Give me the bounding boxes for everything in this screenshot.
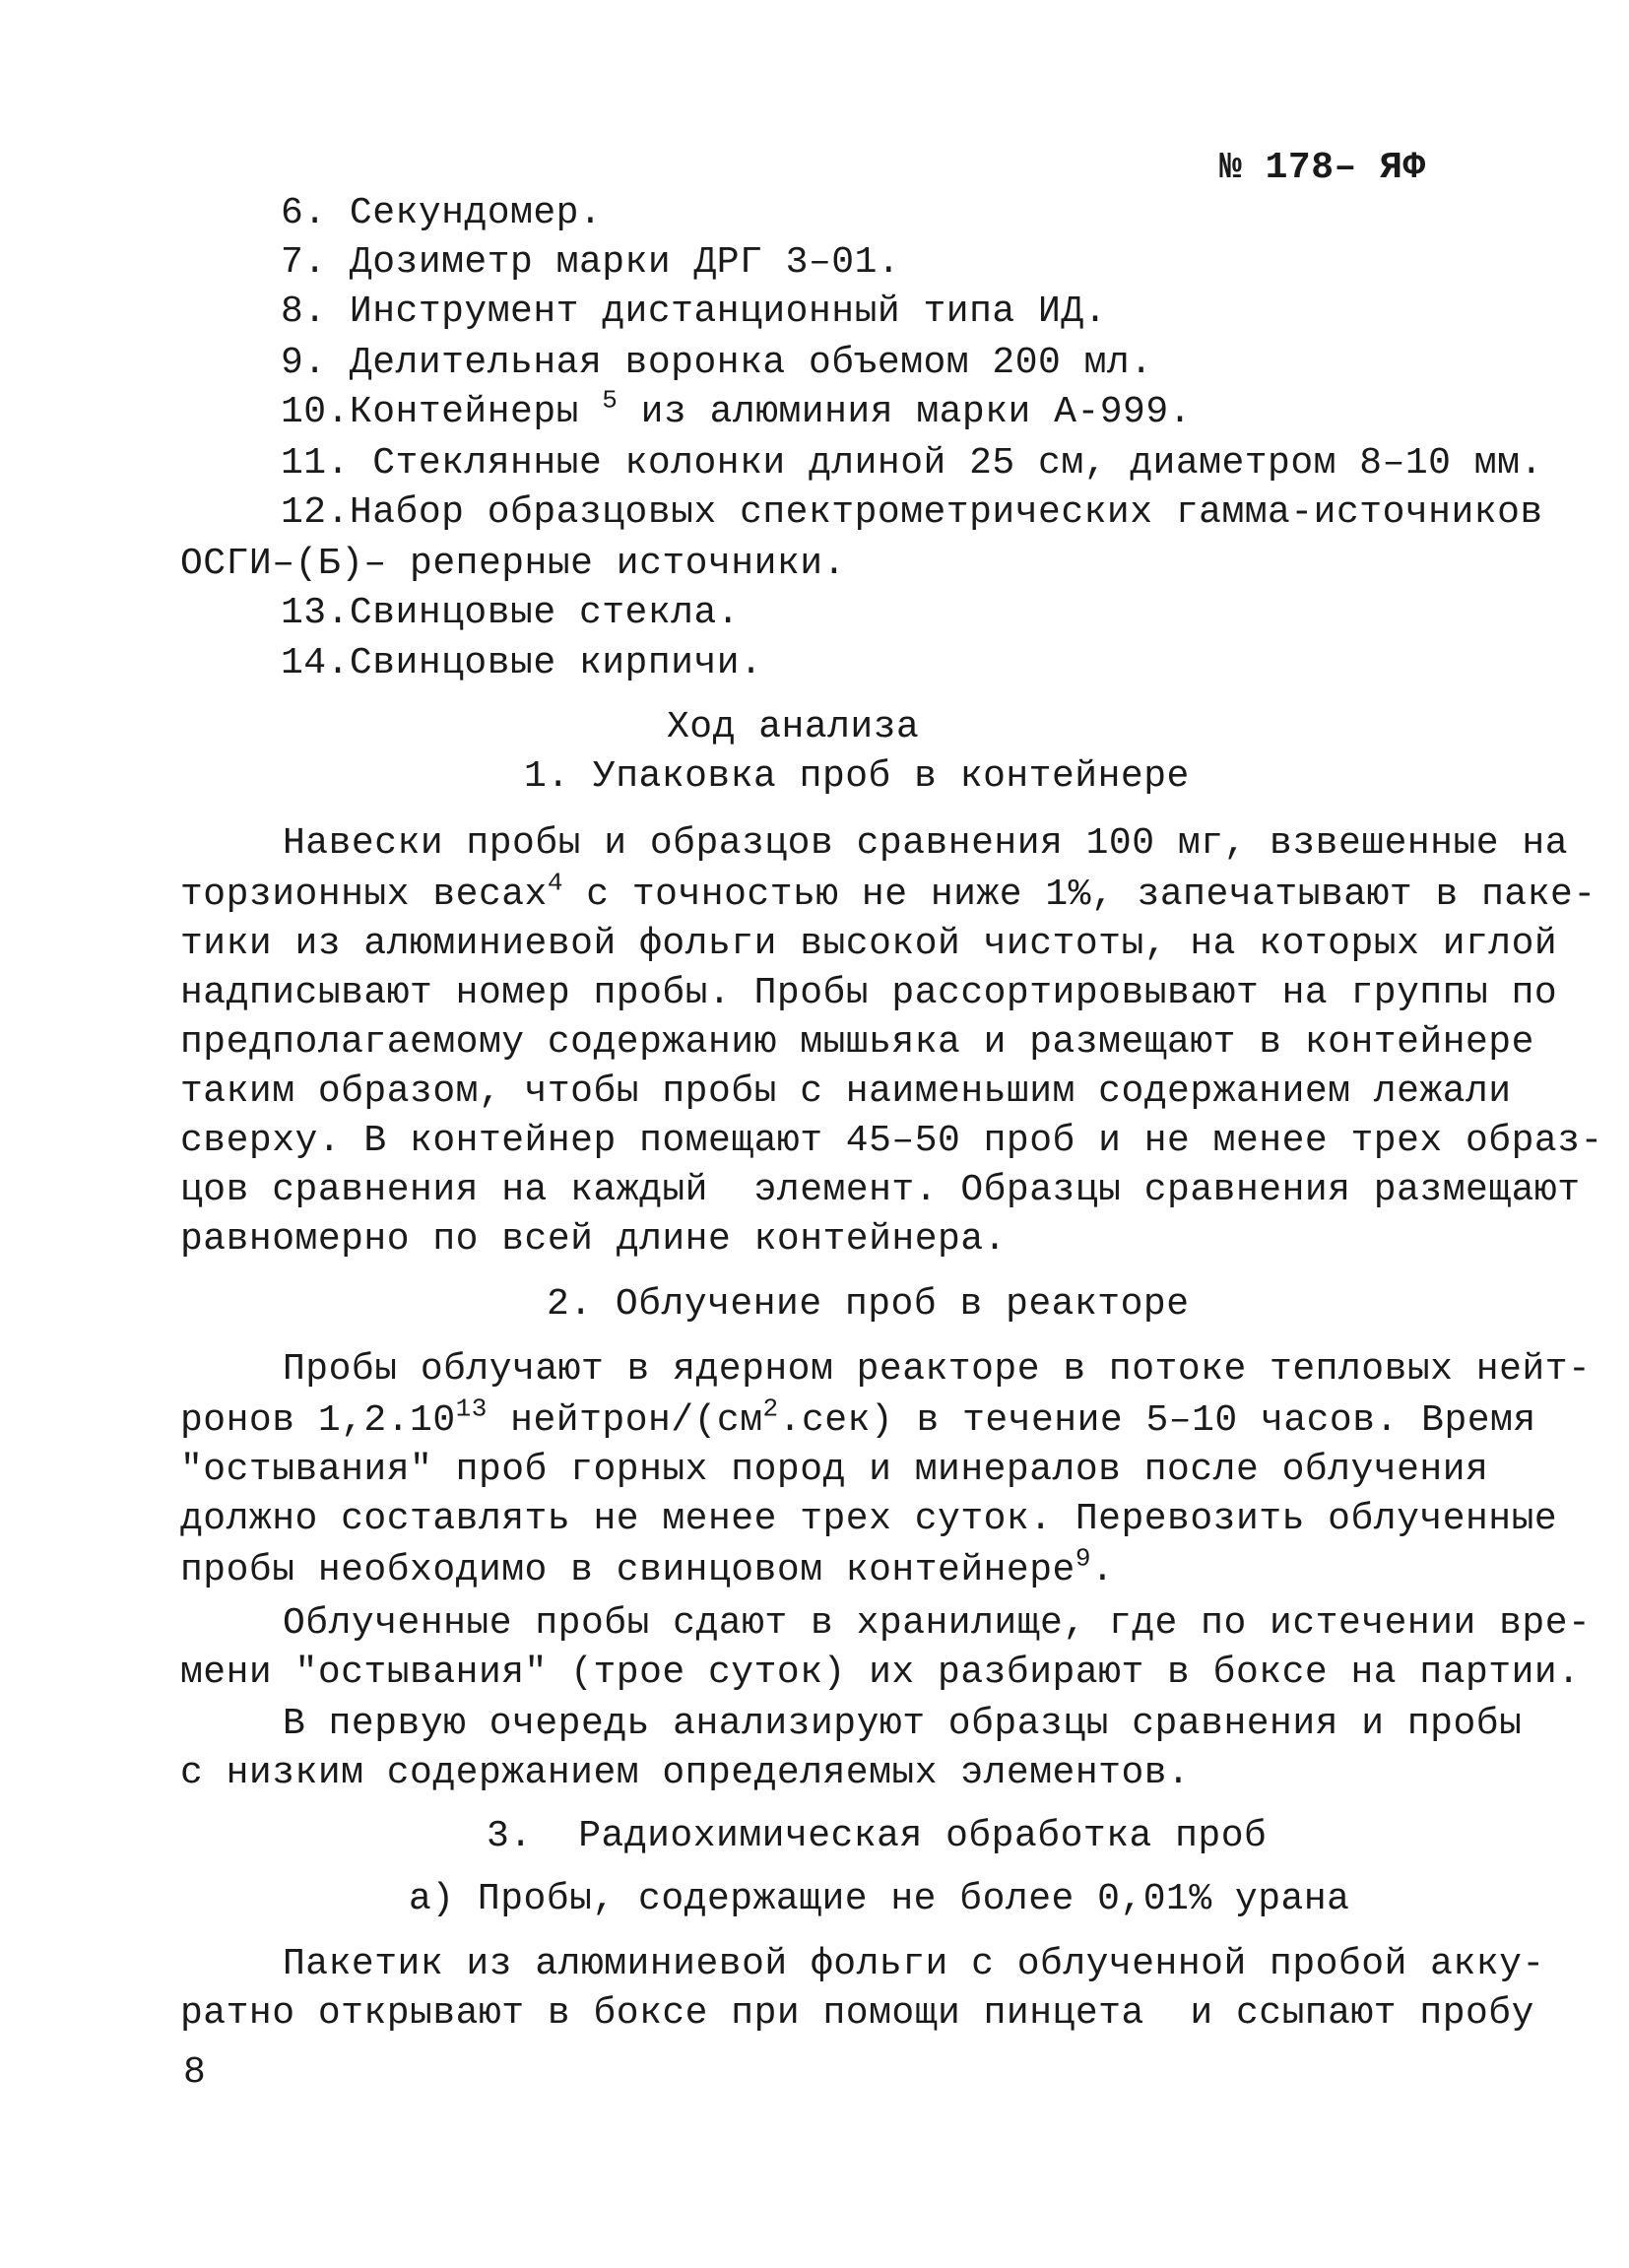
equipment-item-12-cont: ОСГИ–(Б)– реперные источники. — [180, 543, 846, 585]
section-2-text: ронов 1,2.10 — [180, 1399, 456, 1442]
equipment-item-10-text-tail: из алюминия марки А-999. — [618, 391, 1192, 433]
section-1-text-tail: с точностью не ниже 1%, запечатывают в паке- — [562, 874, 1596, 916]
section-1-line — [180, 868, 1596, 916]
section-1-line: цов сравнения на каждый элемент. Образцы сравнения размещают — [180, 1169, 1581, 1211]
section-1-line: тики из алюминиевой фольги высокой чистоты, на которых иглой — [180, 923, 1558, 965]
section-1-line: сверху. В контейнер помещают 45–50 проб и не менее трех образ- — [180, 1120, 1603, 1162]
equipment-item-8: 8. Инструмент дистанционный типа ИД. — [281, 291, 1107, 333]
section-2-line: Пробы облучают в ядерном реакторе в потоке тепловых нейт- — [283, 1348, 1592, 1391]
footnote-ref-4: 4 — [547, 868, 563, 898]
section-1-line: таким образом, чтобы пробы с наименьшим содержанием лежали — [180, 1070, 1512, 1113]
equipment-item-14: 14.Свинцовые кирпичи. — [281, 642, 763, 684]
equipment-item-6: 6. Секундомер. — [281, 192, 603, 234]
section-1-text: торзионных весах — [180, 874, 548, 916]
section-3-line: Пакетик из алюминиевой фольги с облученной пробой акку- — [283, 1943, 1545, 1985]
section-2-text: нейтрон/(см — [487, 1399, 763, 1442]
exponent-13: 13 — [455, 1393, 488, 1424]
equipment-item-11: 11. Стеклянные колонки длиной 25 см, диаметром 8–10 мм. — [281, 442, 1543, 485]
exponent-2: 2 — [762, 1393, 779, 1424]
equipment-item-12: 12.Набор образцовых спектрометрических гамма-источников — [281, 491, 1543, 534]
section-1-line: предполагаемому содержанию мышьяка и размещают в контейнере — [180, 1021, 1534, 1064]
section-2-line — [180, 1393, 1536, 1442]
section-2-line — [180, 1543, 1115, 1591]
analysis-title: Ход анализа — [667, 706, 920, 748]
section-2-heading: 2. Облучение проб в реакторе — [547, 1283, 1190, 1326]
section-1-heading: 1. Упаковка проб в контейнере — [524, 755, 1190, 798]
section-2-line: В первую очередь анализируют образцы сравнения и пробы — [283, 1703, 1523, 1745]
equipment-item-7: 7. Дозиметр марки ДРГ 3–01. — [281, 241, 901, 284]
section-3-heading: 3. Радиохимическая обработка проб — [487, 1815, 1268, 1857]
section-2-text-tail: . — [1090, 1549, 1115, 1591]
section-1-line: равномерно по всей длине контейнера. — [180, 1218, 1007, 1261]
section-3-line: ратно открывают в боксе при помощи пинцета и ссыпают пробу — [180, 1992, 1534, 2035]
equipment-item-13: 13.Свинцовые стекла. — [281, 592, 741, 634]
equipment-item-10-text: 10.Контейнеры — [281, 391, 579, 433]
section-2-line: Облученные пробы сдают в хранилище, где по истечении вре- — [283, 1602, 1592, 1645]
section-2-line: должно составлять не менее трех суток. Перевозить облученные — [180, 1498, 1558, 1540]
section-1-line: надписывают номер пробы. Пробы рассортировывают на группы по — [180, 972, 1558, 1014]
section-2-text: пробы необходимо в свинцовом контейнере — [180, 1549, 1075, 1591]
section-2-line: "остывания" проб горных пород и минералов после облучения — [180, 1449, 1489, 1491]
document-number: № 178– ЯФ — [1219, 147, 1426, 189]
equipment-item-10 — [281, 385, 1192, 433]
section-1-line: Навески пробы и образцов сравнения 100 мг, взвешенные на — [283, 822, 1569, 865]
section-2-text: .сек) в течение 5–10 часов. Время — [778, 1399, 1536, 1442]
equipment-item-9: 9. Делительная воронка объемом 200 мл. — [281, 342, 1153, 384]
section-3-subheading: а) Пробы, содержащие не более 0,01% урана — [409, 1878, 1350, 1920]
section-2-line: мени "остывания" (трое суток) их разбирают в боксе на партии. — [180, 1652, 1581, 1694]
footnote-ref-5: 5 — [602, 385, 619, 416]
footnote-ref-9: 9 — [1075, 1543, 1091, 1574]
section-2-line: с низким содержанием определяемых элементов. — [180, 1752, 1191, 1794]
page-number: 8 — [183, 2051, 207, 2094]
